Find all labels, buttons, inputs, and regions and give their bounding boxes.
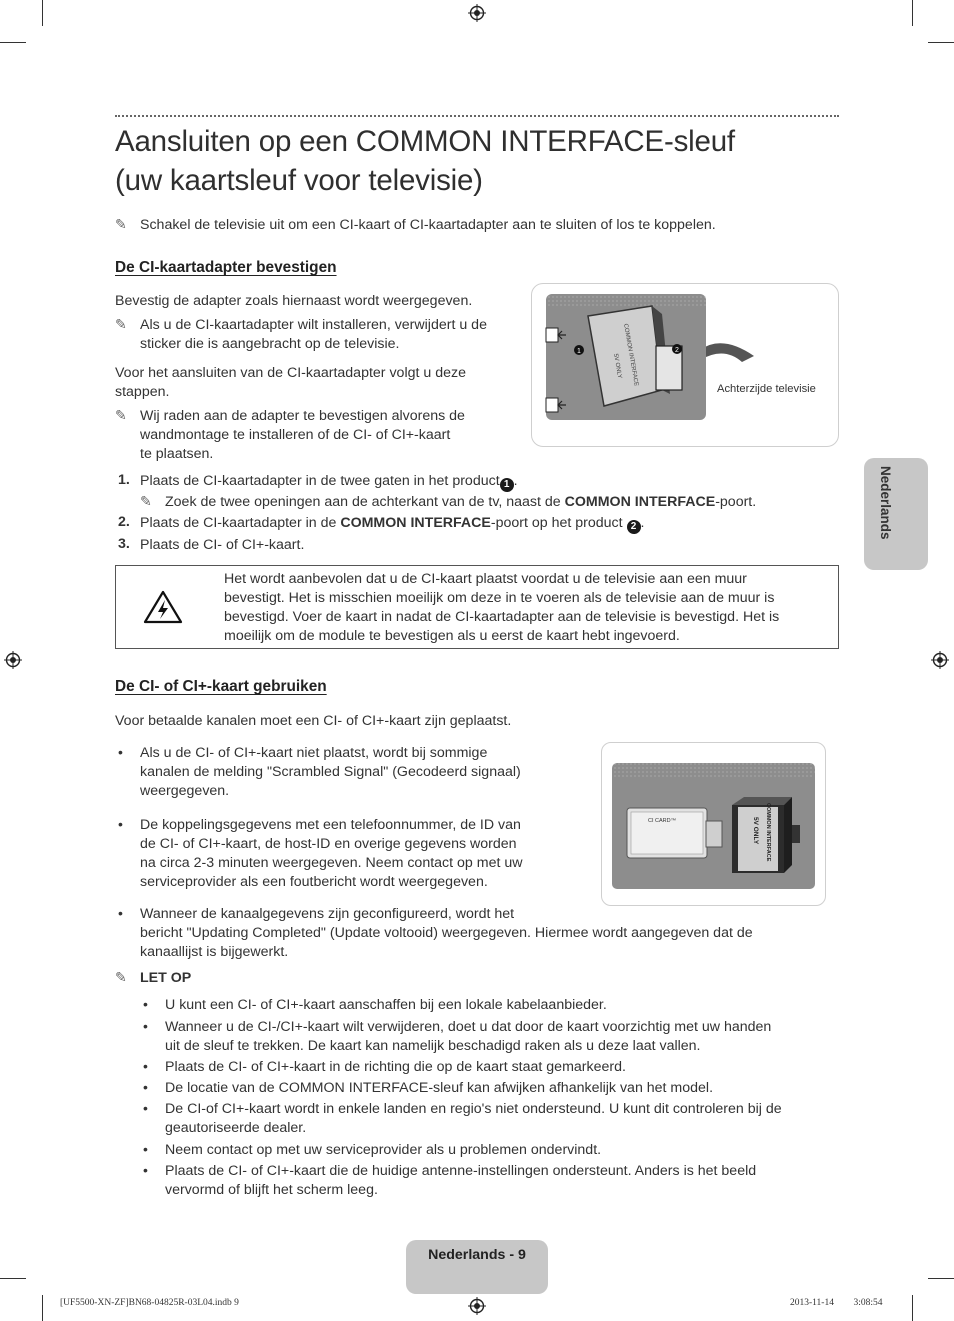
- step-2: Plaats de CI-kaartadapter in de COMMON INTERFACE-poort op het product 2 .: [140, 515, 645, 532]
- letop-item: Wanneer u de CI-/CI+-kaart wilt verwijderen, doet u dat door de kaart voorzichtig met uw handen uit de sleuf te trekken. De kaart kan namelijk beschadigd raken als u deze laat vallen.: [165, 1019, 772, 1054]
- title-rule: [115, 115, 839, 117]
- adapter-note-2: Wij raden aan de adapter te bevestigen alvorens de wandmontage te installeren of de CI- of CI+-kaart te plaatsen.: [140, 408, 465, 462]
- note-pencil-icon: ✎: [115, 407, 127, 423]
- figure-marker-1: 1: [577, 348, 581, 355]
- marker-1-icon: 1: [500, 478, 514, 492]
- registration-mark-icon: [4, 651, 22, 669]
- adapter-note-1: Als u de CI-kaartadapter wilt installeren, verwijdert u de sticker die is aangebracht op de televisie.: [140, 317, 487, 352]
- bullet-icon: •: [143, 1141, 148, 1157]
- crop-mark: [912, 1295, 913, 1321]
- bullet-icon: •: [143, 996, 148, 1012]
- ci-card-illustration: [602, 743, 825, 905]
- letop-item: Plaats de CI- of CI+-kaart in de richting die op de kaart staat gemarkeerd.: [165, 1059, 626, 1075]
- step-number: 1.: [118, 472, 130, 488]
- card-bullet-2: De koppelingsgegevens met een telefoonnummer, de ID van de CI- of CI+-kaart, de host-ID en overige gegevens worden na circa 2-3 minuten weergegeven. Neem contact op met uw serviceprovider als een foutbericht wordt weergegeven.: [140, 817, 523, 890]
- bullet-icon: •: [118, 744, 123, 760]
- note-pencil-icon: ✎: [140, 493, 152, 509]
- note-pencil-icon: ✎: [115, 216, 127, 232]
- step-3: Plaats de CI- of CI+-kaart.: [140, 537, 305, 553]
- bullet-icon: •: [143, 1079, 148, 1095]
- bullet-icon: •: [118, 816, 123, 832]
- adapter-figure: [531, 283, 839, 447]
- adapter-label-5v: 5V ONLY: [612, 353, 623, 379]
- letop-item: De locatie van de COMMON INTERFACE-sleuf kan afwijken afhankelijk van het model.: [165, 1080, 714, 1096]
- note-pencil-icon: ✎: [115, 316, 127, 332]
- bullet-icon: •: [118, 905, 123, 921]
- warning-triangle-icon: [143, 590, 183, 624]
- print-slug-left: [UF5500-XN-ZF]BN68-04825R-03L04.indb 9: [60, 1298, 239, 1308]
- crop-mark: [0, 42, 26, 43]
- tv-back-illustration: [532, 284, 838, 446]
- registration-mark-icon: [468, 1297, 486, 1315]
- note-main: Schakel de televisie uit om een CI-kaart of CI-kaartadapter aan te sluiten of los te koppelen.: [140, 217, 716, 233]
- warning-text: Het wordt aanbevolen dat u de CI-kaart plaatst voordat u de televisie aan een muur bevestigt. Het is misschien moeilijk om deze in te voeren als de televisie aan de muur is bevestigd. Voer de kaart in nadat de CI-kaartadapter aan de televisie is bevestigd. Het is moeilijk om de module te bevestigen als u eerst de kaart hebt ingevoerd.: [224, 571, 780, 644]
- crop-mark: [928, 42, 954, 43]
- step-1: Plaats de CI-kaartadapter in de twee gaten in het product 1 .: [140, 473, 518, 490]
- letop-item: Neem contact op met uw serviceprovider als u problemen ondervindt.: [165, 1142, 602, 1158]
- crop-mark: [928, 1278, 954, 1279]
- page-footer: [406, 1240, 548, 1294]
- letop-item: U kunt een CI- of CI+-kaart aanschaffen bij een lokale kabelaanbieder.: [165, 997, 607, 1013]
- adapter-label-common: COMMON INTERFACE: [765, 803, 771, 862]
- step-1-note: Zoek de twee openingen aan de achterkant van de tv, naast de COMMON INTERFACE-poort.: [165, 494, 757, 510]
- page-title: Aansluiten op een COMMON INTERFACE-sleuf (uw kaartsleuf voor televisie): [115, 125, 735, 197]
- letop-item: De CI-of CI+-kaart wordt in enkele landen en regio's niet ondersteund. U kunt dit controleren bij de geautoriseerde dealer.: [165, 1101, 782, 1136]
- crop-mark: [42, 0, 43, 26]
- note-pencil-icon: ✎: [115, 969, 127, 985]
- adapter-label-5v: 5V ONLY: [752, 817, 759, 845]
- section-heading-adapter: De CI-kaartadapter bevestigen: [115, 259, 337, 276]
- page-number: Nederlands - 9: [428, 1247, 526, 1263]
- letop-heading: LET OP: [140, 970, 192, 986]
- bullet-icon: •: [143, 1100, 148, 1116]
- registration-mark-icon: [468, 4, 486, 22]
- registration-mark-icon: [931, 651, 949, 669]
- adapter-paragraph-2: Voor het aansluiten van de CI-kaartadapter volgt u deze stappen.: [115, 365, 466, 400]
- crop-mark: [42, 1295, 43, 1321]
- card-bullet-3: Wanneer de kanaalgegevens zijn geconfigureerd, wordt het bericht "Updating Completed" (Update voltooid) weergegeven. Hiermee wordt aangegeven dat de kanaallijst is bijgewerkt.: [140, 906, 753, 960]
- print-slug-right: 2013-11-14 ￿￿ 3:08:54: [790, 1298, 883, 1308]
- adapter-label-common: COMMON INTERFACE: [622, 323, 639, 387]
- card-figure: [601, 742, 826, 906]
- section-heading-card: De CI- of CI+-kaart gebruiken: [115, 678, 327, 695]
- ci-card-label: CI CARD™: [648, 818, 677, 824]
- crop-mark: [912, 0, 913, 26]
- bullet-icon: •: [143, 1058, 148, 1074]
- step-number: 2.: [118, 514, 130, 530]
- card-bullet-1: Als u de CI- of CI+-kaart niet plaatst, wordt bij sommige kanalen de melding "Scrambled Signal" (Gecodeerd signaal) weergegeven.: [140, 745, 521, 799]
- warning-box: [115, 565, 839, 649]
- figure-marker-2: 2: [675, 347, 679, 354]
- step-number: 3.: [118, 536, 130, 552]
- bullet-icon: •: [143, 1162, 148, 1178]
- bullet-icon: •: [143, 1018, 148, 1034]
- letop-item: Plaats de CI- of CI+-kaart die de huidige antenne-instellingen ondersteunt. Anders is het beeld vervormd of blijft het scherm leeg.: [165, 1163, 757, 1198]
- marker-2-icon: 2: [627, 520, 641, 534]
- card-intro: Voor betaalde kanalen moet een CI- of CI+-kaart zijn geplaatst.: [115, 713, 512, 729]
- crop-mark: [0, 1278, 26, 1279]
- figure-caption: Achterzijde televisie: [717, 383, 816, 395]
- adapter-paragraph: Bevestig de adapter zoals hiernaast wordt weergegeven.: [115, 293, 473, 309]
- language-side-tab: Nederlands: [864, 458, 928, 570]
